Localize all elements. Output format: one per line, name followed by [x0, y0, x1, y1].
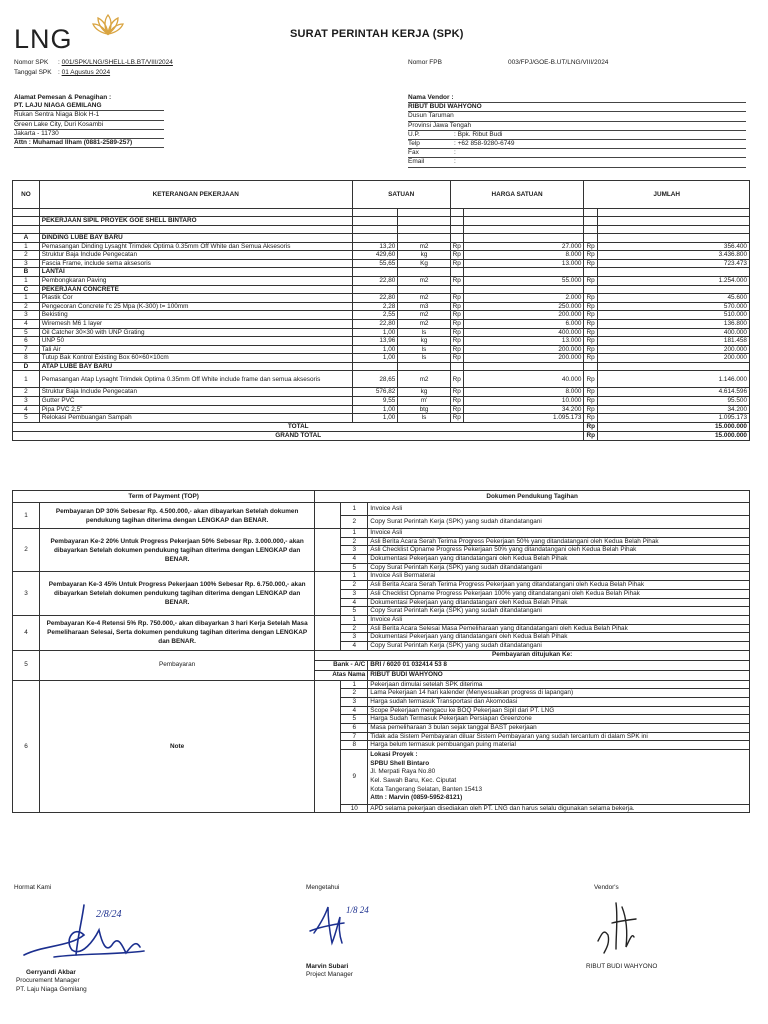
cell-desc: Pemasangan Dinding Lysaght Trimdek Optima 0.35mm Off White dan Semua Aksesoris: [39, 242, 352, 251]
cell-unit: m2: [398, 294, 450, 303]
cell-cur2: Rp: [584, 276, 598, 285]
cell-qty: 22,80: [352, 319, 398, 328]
cell-cur: Rp: [450, 397, 463, 406]
cell-no: 5: [13, 328, 40, 337]
cell-unit: ls: [398, 328, 450, 337]
cell-no: B: [13, 268, 40, 277]
tanggal-spk: 01 Agustus 2024: [61, 69, 111, 76]
doc-text: Invoice Asli: [368, 529, 750, 538]
cell-cur: Rp: [450, 405, 463, 414]
account-name-label: Atas Nama: [315, 670, 368, 680]
terms-header: Term of Payment (TOP) Dokumen Pendukung Tagihan: [13, 491, 750, 503]
term-doc-row: [13, 529, 750, 538]
table-row: [13, 328, 750, 337]
cell-cur: Rp: [450, 388, 463, 397]
cell-desc: Pembongkaran Paving: [39, 276, 352, 285]
cell-desc: Tali Air: [39, 345, 352, 354]
cell-cur2: Rp: [584, 371, 598, 388]
doc-text: Asli Checklist Opname Progress Pekerjaan 100% yang ditandatangani oleh Kedua Belah Pihak: [368, 589, 750, 598]
spk-meta: Nomor SPK : 001/SPK/LNG/SHELL-LB.BT/VIII/2024 Tanggal SPK : 01 Agustus 2024: [14, 59, 173, 76]
note-item-text: Tidak ada Sistem Pembayaran diluar Sistem Pembayaran yang sudah tercantum di dalam SPK ini: [368, 732, 750, 741]
note-item-text: Harga belum termasuk pembuangan puing material: [368, 741, 750, 750]
doc-no: 4: [341, 555, 368, 564]
doc-no: 1: [341, 572, 368, 581]
col-keterangan: KETERANGAN PEKERJAAN: [39, 181, 352, 209]
doc-no: 4: [341, 641, 368, 650]
cell-qty: 9,55: [352, 397, 398, 406]
cell-no: C: [13, 285, 40, 294]
cell-price: 200.000: [463, 345, 584, 354]
cell-cur: Rp: [450, 328, 463, 337]
cell-total: 1.254.000: [598, 276, 750, 285]
cell-price: 8.000: [463, 388, 584, 397]
cell-desc: UNP 50: [39, 337, 352, 346]
cell-cur2: Rp: [584, 319, 598, 328]
doc-text: Copy Surat Perintah Kerja (SPK) yang sudah ditandatangani: [368, 563, 750, 572]
cell-cur: Rp: [450, 371, 463, 388]
lokasi-proyek: Lokasi Proyek : SPBU Shell Bintaro Jl. Merpati Raya No.80 Kel. Sawah Baru, Kec. Ciputat Kota Tangerang Selatan, Banten 15413 Attn : Marvin (0859-5952-8121): [368, 750, 750, 805]
nomor-fpb: 003/FPJ/GOE-B.UT/LNG/VIII/2024: [508, 59, 609, 66]
cell-no: 5: [13, 414, 40, 423]
doc-text: Invoice Asli: [368, 503, 750, 516]
cell-unit: m2: [398, 276, 450, 285]
term-doc-row: [13, 615, 750, 624]
table-row: [13, 259, 750, 268]
cell-total: 34.200: [598, 405, 750, 414]
cell-total: 1.095.173: [598, 414, 750, 423]
table-row: [13, 371, 750, 388]
cell-desc: Relokasi Pembuangan Sampah: [39, 414, 352, 423]
cell-desc: Wiremesh M6 1 layer: [39, 319, 352, 328]
doc-text: Dokumentasi Pekerjaan yang ditandatangani oleh Kedua Belah Pihak: [368, 633, 750, 642]
section-row: [13, 268, 750, 277]
cell-qty: 13,20: [352, 242, 398, 251]
cell-qty: 1,00: [352, 328, 398, 337]
cell-desc: Struktur Baja Include Pengecatan: [39, 388, 352, 397]
doc-text: Copy Surat Perintah Kerja (SPK) yang sudah ditandatangani: [368, 607, 750, 616]
table-row: [13, 354, 750, 363]
doc-text: Dokumentasi Pekerjaan yang ditandatangani oleh Kedua Belah Pihak: [368, 598, 750, 607]
table-row: [13, 337, 750, 346]
cell-no: 1: [13, 294, 40, 303]
note-row: [13, 680, 750, 689]
cell-price: 2.000: [463, 294, 584, 303]
doc-text: Copy Surat Perintah Kerja (SPK) yang sudah ditandatangani: [368, 641, 750, 650]
table-row: [13, 251, 750, 260]
signature-hormat: Hormat Kami 2/8/24 Gerryandi Akbar Procurement Manager PT. Laju Niaga Gemilang: [14, 884, 214, 1014]
grand-total-row: GRAND TOTAL Rp 15.000.000: [13, 431, 750, 440]
note-item-text: Pekerjaan dimulai setelah SPK diterima: [368, 680, 750, 689]
term-no: 2: [13, 529, 40, 572]
note-item-no: 3: [341, 698, 368, 707]
doc-no: 2: [341, 516, 368, 529]
cell-qty: 1,00: [352, 414, 398, 423]
cell-no: 7: [13, 345, 40, 354]
note-item-text: Scope Pekerjaan mengacu ke BOQ Pekerjaan Sipil dari PT. LNG: [368, 706, 750, 715]
cell-desc: Gutter PVC: [39, 397, 352, 406]
note-label: Note: [39, 680, 314, 813]
signature-scribble-icon: [306, 893, 426, 959]
table-row: [13, 414, 750, 423]
cell-price: 1.095.173: [463, 414, 584, 423]
cell-cur: Rp: [450, 259, 463, 268]
cell-cur: Rp: [450, 302, 463, 311]
note-item-no: 2: [341, 689, 368, 698]
cell-unit: ls: [398, 354, 450, 363]
cell-qty: 429,60: [352, 251, 398, 260]
cell-unit: ls: [398, 414, 450, 423]
cell-cur2: Rp: [584, 328, 598, 337]
doc-no: 2: [341, 537, 368, 546]
cell-cur2: Rp: [584, 311, 598, 320]
cell-no: 1: [13, 371, 40, 388]
cell-price: 10.000: [463, 397, 584, 406]
cell-total: 400.000: [598, 328, 750, 337]
cell-no: 2: [13, 302, 40, 311]
cell-price: 55.000: [463, 276, 584, 285]
cell-cur: Rp: [450, 311, 463, 320]
payment-heading: Pembayaran ditujukan Ke:: [315, 650, 750, 660]
cell-cur2: Rp: [584, 251, 598, 260]
note-item-no: 8: [341, 741, 368, 750]
col-no: NO: [13, 181, 40, 209]
doc-no: 5: [341, 563, 368, 572]
cell-price: 6.000: [463, 319, 584, 328]
mengetahui-date: 1/8 24: [346, 904, 369, 915]
cell-qty: 1,00: [352, 345, 398, 354]
cell-total: 570.000: [598, 302, 750, 311]
cell-desc: Tutup Bak Kontrol Existing Box 60×60×10cm: [39, 354, 352, 363]
note-item-no: 4: [341, 706, 368, 715]
cell-cur2: Rp: [584, 302, 598, 311]
cell-price: 8.000: [463, 251, 584, 260]
hormat-date: 2/8/24: [96, 908, 122, 920]
term-text: Pembayaran Ke-2 20% Untuk Progress Pekerjaan 50% Sebesar Rp. 3.000.000,- akan dibayarkan Setelah dokumen pendukung tagihan diterima dengan LENGKAP dan BENAR.: [39, 529, 314, 572]
cell-unit: kg: [398, 337, 450, 346]
bank-label: Bank - A/C: [315, 660, 368, 670]
total-row: TOTAL Rp 15.000.000: [13, 422, 750, 431]
cell-total: 45.600: [598, 294, 750, 303]
cell-unit: kg: [398, 388, 450, 397]
cell-cur2: Rp: [584, 242, 598, 251]
cell-qty: 2,55: [352, 311, 398, 320]
cell-cur2: Rp: [584, 414, 598, 423]
table-row: [13, 242, 750, 251]
term-doc-row: [13, 572, 750, 581]
cell-cur: Rp: [450, 276, 463, 285]
cell-unit: btg: [398, 405, 450, 414]
page-title: SURAT PERINTAH KERJA (SPK): [290, 28, 464, 40]
doc-no: 5: [341, 607, 368, 616]
table-row: [13, 345, 750, 354]
doc-text: Asli Berita Acara Serah Terima Progress Pekerjaan yang ditandatangani oleh Kedua Belah Pihak: [368, 581, 750, 590]
cell-no: 1: [13, 276, 40, 285]
note-item-text: Harga Sudah Termasuk Pekerjaan Persiapan Greenzone: [368, 715, 750, 724]
cell-price: 13.000: [463, 337, 584, 346]
cell-unit: m2: [398, 371, 450, 388]
cell-total: 3.436.800: [598, 251, 750, 260]
cell-cur: Rp: [450, 354, 463, 363]
doc-no: 3: [341, 546, 368, 555]
cell-cur2: Rp: [584, 345, 598, 354]
table-row: [13, 388, 750, 397]
project-row: PEKERJAAN SIPIL PROYEK GOE SHELL BINTARO: [13, 217, 750, 226]
col-satuan: SATUAN: [352, 181, 450, 209]
cell-qty: 22,80: [352, 294, 398, 303]
term-text: Pembayaran Ke-3 45% Untuk Progress Pekerjaan 100% Sebesar Rp. 6.750.000,- akan dibayarkan Setelah dokumen pendukung tagihan diterima dengan LENGKAP dan BENAR.: [39, 572, 314, 615]
cell-cur: Rp: [450, 294, 463, 303]
signature-vendor: Vendor's RIBUT BUDI WAHYONO: [586, 884, 746, 984]
doc-text: Invoice Asli Bermaterai: [368, 572, 750, 581]
cell-cur: Rp: [450, 251, 463, 260]
doc-text: Asli Berita Acara Serah Terima Progress Pekerjaan 50% yang ditandatangani oleh Kedua Belah Pihak: [368, 537, 750, 546]
cell-unit: Kg: [398, 259, 450, 268]
cell-qty: 13,96: [352, 337, 398, 346]
vendor-address: Nama Vendor : RIBUT BUDI WAHYONO Dusun Taruman Provinsi Jawa Tengah U.P. : Bpk. Ribut Budi Telp : +62 858-9280-6749 Fax : Email :: [408, 94, 746, 168]
cell-cur2: Rp: [584, 259, 598, 268]
nomor-fpb-label: Nomor FPB: [408, 59, 442, 66]
payment-row: [13, 650, 750, 660]
cell-price: 200.000: [463, 311, 584, 320]
note-item-no: 6: [341, 724, 368, 733]
cell-no: 6: [13, 337, 40, 346]
cell-qty: 1,00: [352, 405, 398, 414]
table-row: [13, 405, 750, 414]
cell-unit: kg: [398, 251, 450, 260]
signature-scribble-icon: [586, 893, 696, 959]
term-text: Pembayaran DP 30% Sebesar Rp. 4.500.000,- akan dibayarkan Setelah dokumen pendukung tagihan diterima dengan LENGKAP dan BENAR.: [39, 503, 314, 529]
cell-cur2: Rp: [584, 397, 598, 406]
note-item-no: 9: [341, 750, 368, 805]
cell-cur2: Rp: [584, 388, 598, 397]
pemesan-address: Alamat Pemesan & Penagihan : PT. LAJU NIAGA GEMILANG Rukan Sentra Niaga Blok H-1 Green Lake City, Duri Kosambi Jakarta - 11730 Attn : Muhamad Ilham (0881-2589-257): [14, 94, 164, 148]
note-item-text: Lama Pekerjaan 14 hari kalender (Menyesuaikan progress di lapangan): [368, 689, 750, 698]
account-name-value: RIBUT BUDI WAHYONO: [368, 670, 750, 680]
cell-no: 3: [13, 311, 40, 320]
cell-unit: m': [398, 397, 450, 406]
fpb-meta: [408, 58, 608, 68]
nomor-spk-label: Nomor SPK: [14, 59, 49, 66]
cell-price: 34.200: [463, 405, 584, 414]
table-row: [13, 311, 750, 320]
signature-scribble-icon: [14, 895, 174, 965]
cell-desc: ATAP LUBE BAY BARU: [39, 362, 352, 371]
cell-desc: Pemasangan Atap Lysaght Trimdek Optima 0.35mm Off White include frame dan semua aksesoris: [39, 371, 352, 388]
cell-price: 250.000: [463, 302, 584, 311]
bank-value: BRI / 6020 01 032414 53 8: [368, 660, 750, 670]
cell-desc: Struktur Baja Include Pengecatan: [39, 251, 352, 260]
doc-no: 3: [341, 589, 368, 598]
section-row: [13, 233, 750, 242]
cell-desc: Bekisting: [39, 311, 352, 320]
cell-total: 4.614.596: [598, 388, 750, 397]
cell-unit: m2: [398, 319, 450, 328]
cell-desc: DINDING LUBE BAY BARU: [39, 233, 352, 242]
cell-desc: Pengecoran Concrete f'c 25 Mpa (K-300) t= 100mm: [39, 302, 352, 311]
payment-no: 5: [13, 650, 40, 680]
doc-text: Asli Checklist Opname Progress Pekerjaan 50% yang ditandatangani oleh Kedua Belah Pihak: [368, 546, 750, 555]
cell-total: 510.000: [598, 311, 750, 320]
note-item-no: 10: [341, 804, 368, 813]
cell-price: 40.000: [463, 371, 584, 388]
cell-desc: LANTAI: [39, 268, 352, 277]
doc-no: 1: [341, 615, 368, 624]
cell-total: 200.000: [598, 345, 750, 354]
cell-no: 4: [13, 405, 40, 414]
cell-unit: m2: [398, 242, 450, 251]
signature-mengetahui: Mengetahui 1/8 24 Marvin Subari Project Manager: [306, 884, 456, 1004]
table-header: [13, 181, 750, 209]
doc-text: Asli Berita Acara Selesai Masa Pemeliharaan yang ditandatangani oleh Kedua Belah Pihak: [368, 624, 750, 633]
doc-no: 3: [341, 633, 368, 642]
doc-no: 2: [341, 624, 368, 633]
cell-desc: Oil Catcher 30×30 with UNP Grating: [39, 328, 352, 337]
doc-no: 2: [341, 581, 368, 590]
payment-terms-table: [12, 490, 750, 813]
cell-no: 2: [13, 251, 40, 260]
cell-total: 200.000: [598, 354, 750, 363]
cell-qty: 28,65: [352, 371, 398, 388]
table-row: [13, 276, 750, 285]
cell-qty: 1,00: [352, 354, 398, 363]
logo-text: LNG: [14, 24, 73, 54]
doc-text: Invoice Asli: [368, 615, 750, 624]
table-row: [13, 294, 750, 303]
tanggal-spk-label: Tanggal SPK: [14, 69, 52, 76]
cell-price: 27.000: [463, 242, 584, 251]
cell-total: 356.400: [598, 242, 750, 251]
payment-label: Pembayaran: [39, 650, 314, 680]
note-item-no: 1: [341, 680, 368, 689]
cell-price: 400.000: [463, 328, 584, 337]
cell-total: 95.500: [598, 397, 750, 406]
cell-total: 1.146.000: [598, 371, 750, 388]
note-item-text: APD selama pekerjaan disediakan oleh PT. LNG dan harus selalu digunakan selama bekerja.: [368, 804, 750, 813]
cell-desc: Fascia Frame, include sema aksesoris: [39, 259, 352, 268]
cell-total: 723.473: [598, 259, 750, 268]
cell-desc: Pipa PVC 2,5": [39, 405, 352, 414]
note-item-no: 7: [341, 732, 368, 741]
table-row: [13, 209, 750, 217]
cell-cur2: Rp: [584, 294, 598, 303]
section-row: [13, 362, 750, 371]
cell-cur2: Rp: [584, 405, 598, 414]
cell-total: 136.800: [598, 319, 750, 328]
table-row: [13, 319, 750, 328]
col-harga: HARGA SATUAN: [450, 181, 584, 209]
cell-no: 4: [13, 319, 40, 328]
cell-cur: Rp: [450, 345, 463, 354]
cell-unit: m2: [398, 311, 450, 320]
note-item-text: Harga sudah termasuk Transportasi dan Akomodasi: [368, 698, 750, 707]
cell-no: 8: [13, 354, 40, 363]
term-no: 1: [13, 503, 40, 529]
table-row: [13, 225, 750, 233]
term-text: Pembayaran Ke-4 Retensi 5% Rp. 750.000,- akan dibayarkan 3 hari Kerja Setelah Masa Pemeliharaan Selesai, Serta dokumen pendukung tagihan diterima dengan LENGKAP dan BENAR.: [39, 615, 314, 650]
cell-price: 200.000: [463, 354, 584, 363]
note-item-no: 5: [341, 715, 368, 724]
cell-qty: 2,28: [352, 302, 398, 311]
nomor-spk: 001/SPK/LNG/SHELL-LB.BT/VIII/2024: [61, 59, 173, 66]
cell-qty: 576,82: [352, 388, 398, 397]
cell-total: 181.458: [598, 337, 750, 346]
doc-no: 4: [341, 598, 368, 607]
cell-no: D: [13, 362, 40, 371]
cell-price: 13.000: [463, 259, 584, 268]
cell-unit: ls: [398, 345, 450, 354]
table-row: [13, 397, 750, 406]
term-doc-row: [13, 503, 750, 516]
doc-text: Dokumentasi Pekerjaan yang ditandatangani oleh Kedua Belah Pihak: [368, 555, 750, 564]
cell-cur: Rp: [450, 414, 463, 423]
cell-cur: Rp: [450, 337, 463, 346]
work-items-table: [12, 180, 750, 441]
term-no: 3: [13, 572, 40, 615]
total-value: 15.000.000: [598, 422, 750, 431]
grand-total-value: 15.000.000: [598, 431, 750, 440]
cell-cur: Rp: [450, 319, 463, 328]
cell-no: 1: [13, 242, 40, 251]
doc-text: Copy Surat Perintah Kerja (SPK) yang sudah ditandatangani: [368, 516, 750, 529]
cell-cur2: Rp: [584, 354, 598, 363]
note-item-text: Masa pemeliharaan 3 bulan sejak tanggal BAST pekerjaan: [368, 724, 750, 733]
table-row: [13, 302, 750, 311]
cell-no: 2: [13, 388, 40, 397]
doc-no: 1: [341, 503, 368, 516]
cell-desc: Plastik Cor: [39, 294, 352, 303]
cell-qty: 22,80: [352, 276, 398, 285]
cell-desc: PEKERJAAN CONCRETE: [39, 285, 352, 294]
company-logo: [14, 14, 124, 56]
cell-cur2: Rp: [584, 337, 598, 346]
term-no: 4: [13, 615, 40, 650]
cell-no: A: [13, 233, 40, 242]
lotus-icon: [92, 14, 124, 36]
note-no: 6: [13, 680, 40, 813]
section-row: [13, 285, 750, 294]
doc-no: 1: [341, 529, 368, 538]
cell-no: 3: [13, 259, 40, 268]
cell-unit: m3: [398, 302, 450, 311]
cell-cur: Rp: [450, 242, 463, 251]
cell-qty: 55,65: [352, 259, 398, 268]
col-jumlah: JUMLAH: [584, 181, 750, 209]
cell-no: 3: [13, 397, 40, 406]
